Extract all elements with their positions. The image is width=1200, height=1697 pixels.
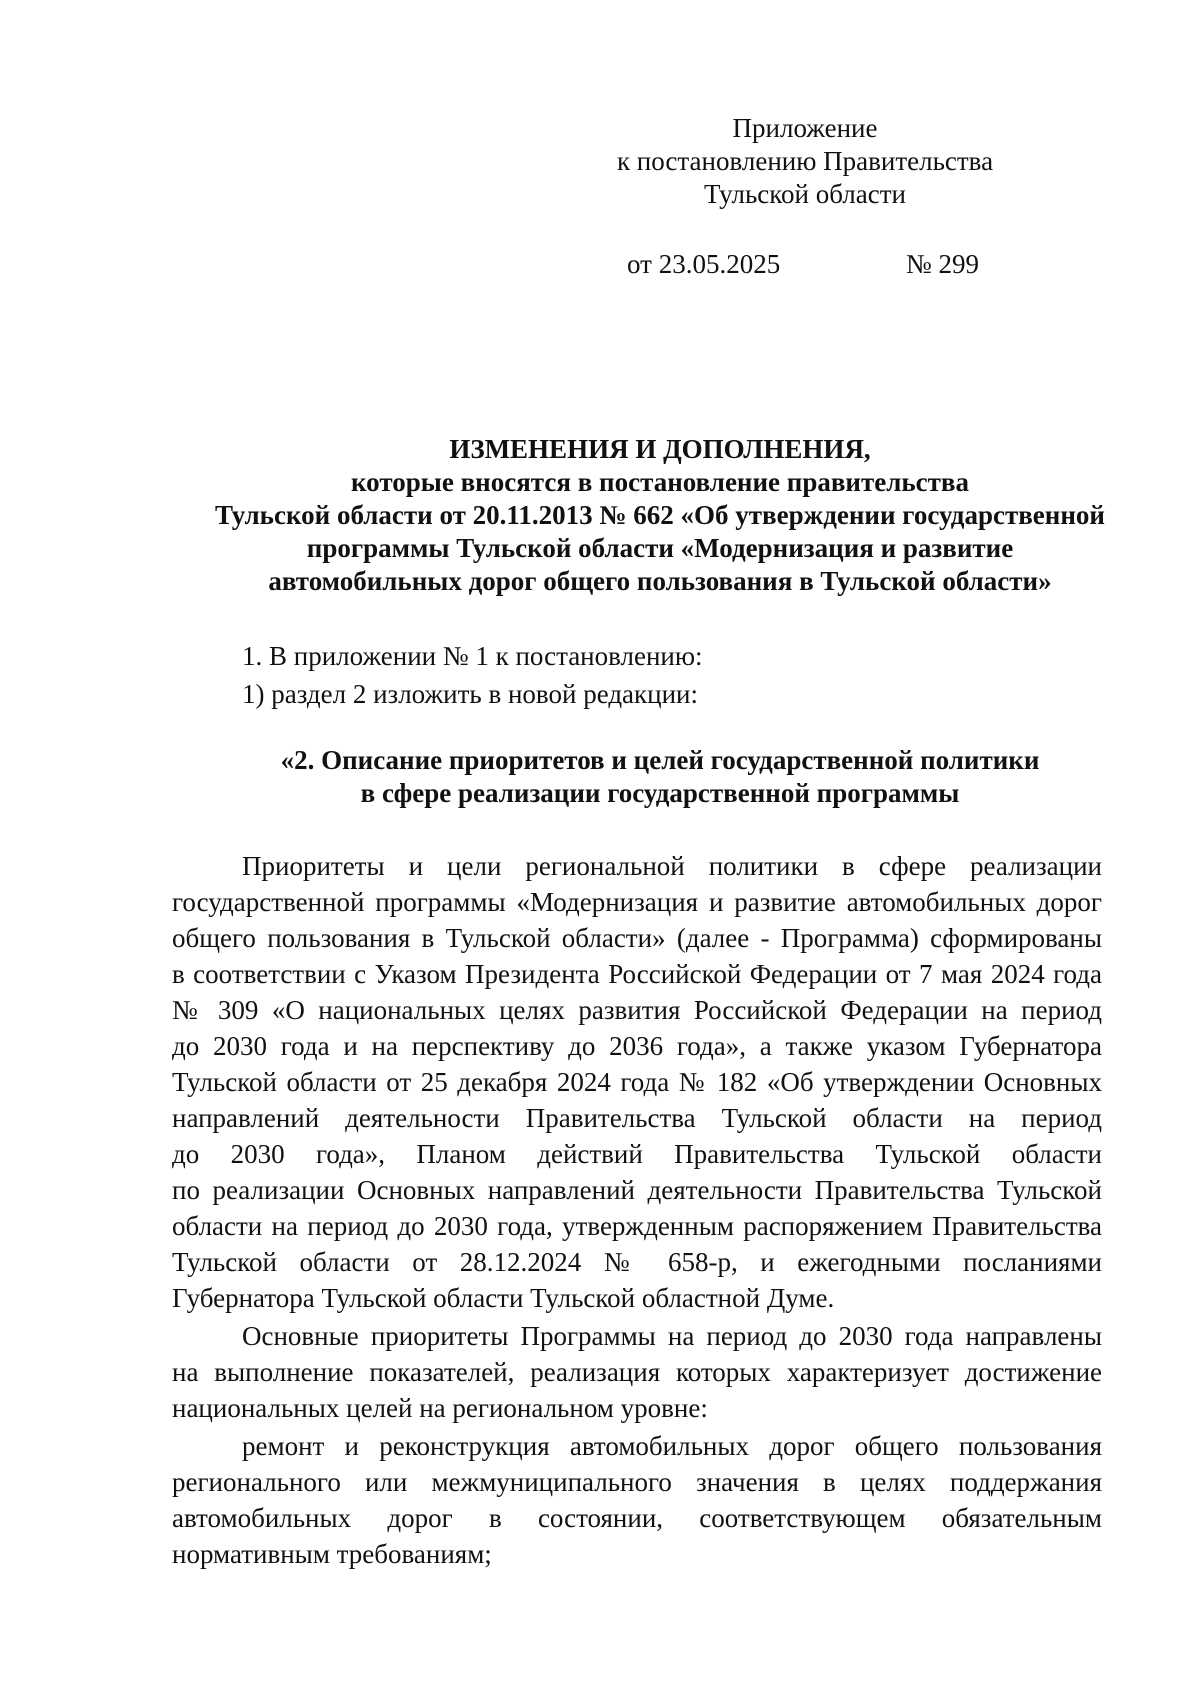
paragraph-line: до 2030 года и на перспективу до 2036 года», а также указом Губернатора — [172, 1031, 1102, 1061]
paragraph-line: № 309 «О национальных целях развития Российской Федерации на период — [172, 995, 1102, 1025]
paragraph-line: направлений деятельности Правительства Тульской области на период — [172, 1103, 1102, 1133]
title-line: которые вносятся в постановление правительства — [350, 467, 969, 497]
paragraph-line: в соответствии с Указом Президента Российской Федерации от 7 мая 2024 года — [172, 959, 1102, 989]
appendix-line: Приложение — [732, 113, 878, 143]
section-heading-line: «2. Описание приоритетов и целей государственной политики — [280, 745, 1040, 775]
clause-item: 1. В приложении № 1 к постановлению: — [242, 641, 703, 671]
title-line: Тульской области от 20.11.2013 № 662 «Об утверждении государственной — [215, 500, 1105, 530]
paragraph-line: автомобильных дорог в состоянии, соответствующем обязательным — [172, 1503, 1102, 1533]
appendix-header — [590, 112, 1020, 211]
paragraph-line: Основные приоритеты Программы на период до 2030 года направлены — [242, 1321, 1102, 1351]
section-heading — [160, 744, 1160, 810]
paragraph-line: Губернатора Тульской области Тульской областной Думе. — [172, 1283, 835, 1313]
paragraph-line: Приоритеты и цели региональной политики в сфере реализации — [242, 851, 1102, 881]
body-paragraph — [172, 848, 1102, 1316]
paragraph-line: до 2030 года», Планом действий Правительства Тульской области — [172, 1139, 1102, 1169]
paragraph-line: Тульской области от 28.12.2024 № 658-р, и ежегодными посланиями — [172, 1247, 1102, 1277]
body-paragraph — [172, 1318, 1102, 1426]
paragraph-line: национальных целей на региональном уровне: — [172, 1393, 708, 1423]
paragraph-line: государственной программы «Модернизация и развитие автомобильных дорог — [172, 887, 1102, 917]
clause-item: 1) раздел 2 изложить в новой редакции: — [242, 679, 699, 709]
paragraph-line: по реализации Основных направлений деятельности Правительства Тульской — [172, 1175, 1102, 1205]
title-line: программы Тульской области «Модернизация и развитие — [306, 533, 1014, 563]
document-title — [160, 433, 1160, 598]
paragraph-line: на выполнение показателей, реализация которых характеризует достижение — [172, 1357, 1102, 1387]
paragraph-line: общего пользования в Тульской области» (далее - Программа) сформированы — [172, 923, 1102, 953]
resolution-number: № 299 — [906, 249, 980, 279]
appendix-line: к постановлению Правительства — [616, 146, 994, 176]
appendix-line: Тульской области — [704, 179, 906, 209]
paragraph-line: регионального или межмуниципального значения в целях поддержания — [172, 1467, 1102, 1497]
section-heading-line: в сфере реализации государственной программы — [360, 778, 960, 808]
paragraph-line: нормативным требованиям; — [172, 1539, 492, 1569]
title-line: автомобильных дорог общего пользования в Тульской области» — [268, 566, 1052, 596]
resolution-date: от 23.05.2025 — [627, 249, 781, 279]
title-line: ИЗМЕНЕНИЯ И ДОПОЛНЕНИЯ, — [449, 434, 871, 464]
body-paragraph — [172, 1428, 1102, 1572]
paragraph-line: ремонт и реконструкция автомобильных дорог общего пользования — [242, 1431, 1102, 1461]
paragraph-line: Тульской области от 25 декабря 2024 года № 182 «Об утверждении Основных — [172, 1067, 1102, 1097]
paragraph-line: области на период до 2030 года, утвержденным распоряжением Правительства — [172, 1211, 1102, 1241]
